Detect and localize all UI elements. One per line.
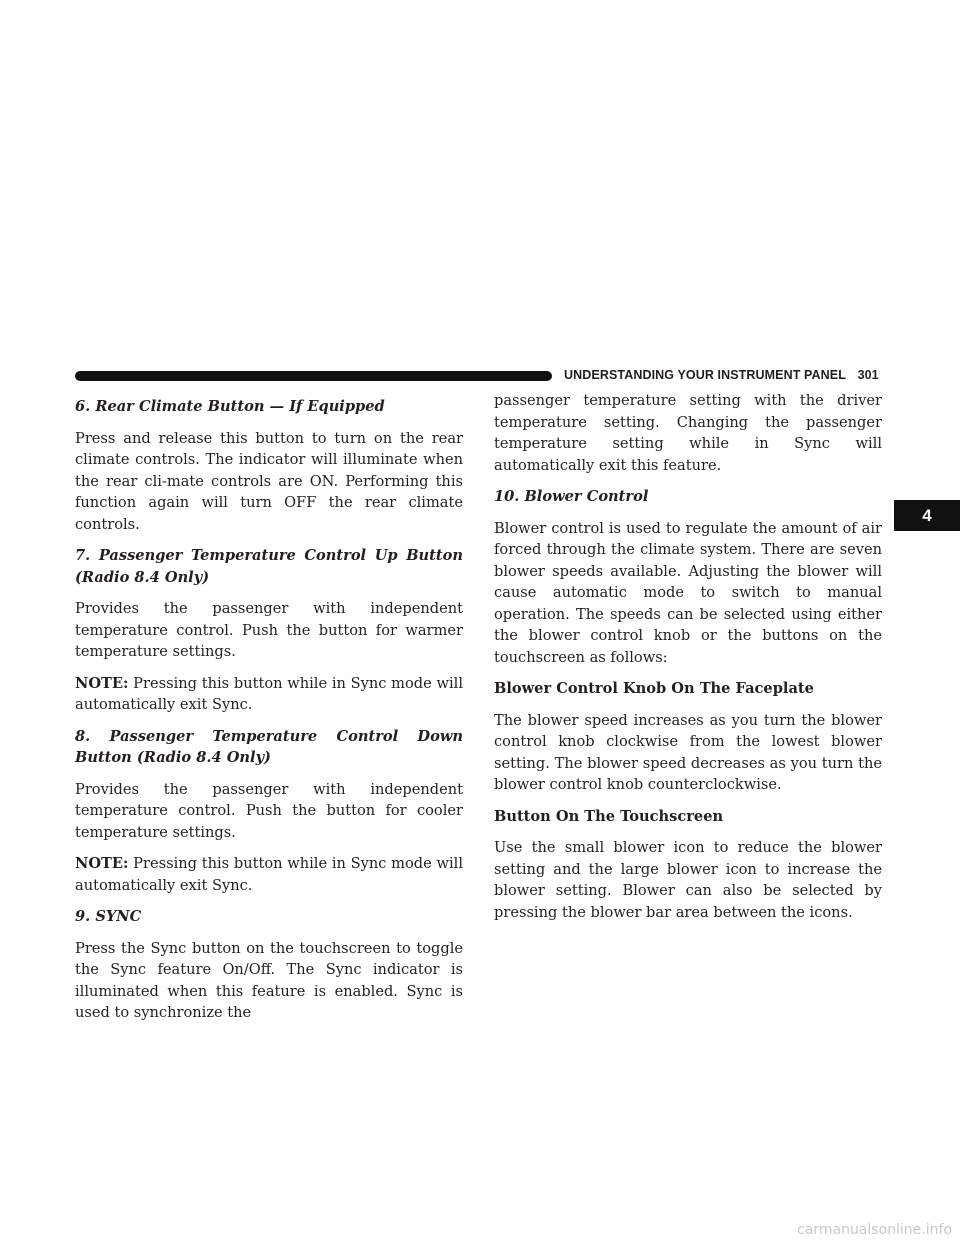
chapter-tab: 4 — [894, 500, 960, 531]
section-heading-8: 8. Passenger Temperature Control Down Button (Radio 8.4 Only) — [75, 727, 463, 766]
left-column — [75, 396, 463, 1034]
running-head — [564, 368, 879, 382]
section-heading-6: 6. Rear Climate Button — If Equipped — [75, 398, 385, 415]
subheading-touchscreen: Button On The Touchscreen — [494, 807, 724, 825]
watermark: carmanualsonline.info — [797, 1222, 952, 1238]
note-8 — [75, 853, 463, 896]
body-touchscreen: Use the small blower icon to reduce the blower setting and the large blower icon to increase the blower setting. Blower can also be selected by pressing the blower bar area between the icons. — [494, 839, 882, 921]
section-heading-7: 7. Passenger Temperature Control Up Button (Radio 8.4 Only) — [75, 547, 463, 586]
section-body-9-continued: passenger temperature setting with the driver temperature setting. Changing the passenger temperature setting while in Sync will automatically exit this feature. — [494, 392, 882, 474]
subheading-knob: Blower Control Knob On The Faceplate — [494, 680, 814, 697]
note-text: Pressing this button while in Sync mode will automatically exit Sync. — [75, 855, 463, 894]
section-heading-9: 9. SYNC — [75, 908, 142, 925]
note-label: NOTE: — [75, 674, 129, 692]
body-knob: The blower speed increases as you turn the blower control knob clockwise from the lowest blower setting. The blower speed decreases as you turn the blower control knob counterclockwise. — [494, 711, 882, 793]
running-head-title: UNDERSTANDING YOUR INSTRUMENT PANEL — [564, 368, 846, 382]
section-body-10: Blower control is used to regulate the amount of air forced through the climate system. There are seven blower speeds available. Adjusting the blower will cause automatic mode to switch to manual operation. The speeds can be selected using either the blower control knob or the buttons on the touchscreen as follows: — [494, 519, 882, 666]
section-body-6: Press and release this button to turn on the rear climate controls. The indicator will illuminate when the rear cli-mate controls are ON. Performing this function again will turn OFF the rear climate controls. — [75, 429, 463, 533]
note-label: NOTE: — [75, 855, 129, 872]
note-7 — [75, 673, 463, 716]
header-rule — [75, 371, 552, 381]
right-column — [494, 390, 882, 933]
section-body-9: Press the Sync button on the touchscreen to toggle the Sync feature On/Off. The Sync indicator is illuminated when this feature is enabled. Sync is used to synchronize the — [75, 939, 463, 1021]
page-number: 301 — [857, 368, 879, 382]
section-heading-10: 10. Blower Control — [494, 488, 649, 505]
section-body-8: Provides the passenger with independent temperature control. Push the button for cooler temperature settings. — [75, 780, 463, 841]
note-text: Pressing this button while in Sync mode will automatically exit Sync. — [75, 674, 463, 713]
section-body-7: Provides the passenger with independent temperature control. Push the button for warmer temperature settings. — [75, 600, 463, 660]
